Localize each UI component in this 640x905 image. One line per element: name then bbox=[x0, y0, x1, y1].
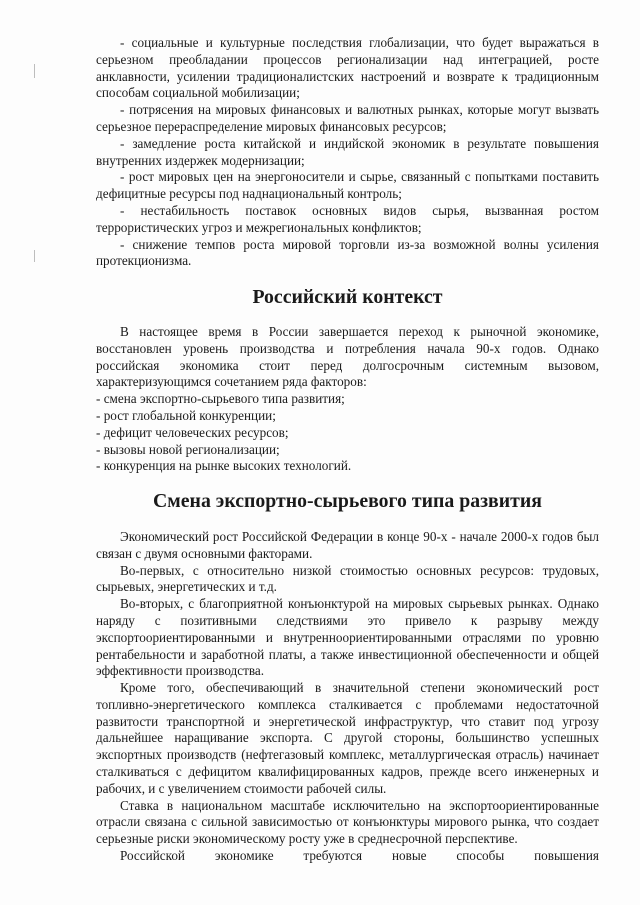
factor-item-4: - вызовы новой регионализации; bbox=[96, 441, 280, 457]
scan-mark bbox=[34, 64, 35, 78]
factor-item-1: - смена экспортно-сырьевого типа развития; bbox=[96, 391, 345, 407]
intro-bullet-6: - снижение темпов роста мировой торговли из-за возможной волны усиления протекционизма. bbox=[96, 236, 599, 269]
intro-bullet-list bbox=[96, 35, 599, 270]
factors-list bbox=[96, 391, 599, 475]
section1-paragraph: В настоящее время в России завершается переход к рыночной экономике, восстановлен уровень производства и потребления начала 90-х годов. Однако российская экономика стоит перед долгосрочным системным вызовом, характеризующимся сочетанием ряда факторов: bbox=[96, 323, 599, 390]
section2-paragraph-6: Российской экономике требуются новые способы повышения bbox=[120, 848, 599, 864]
intro-bullet-3: - замедление роста китайской и индийской экономик в результате повышения внутренних издержек модернизации; bbox=[96, 135, 599, 168]
factor-item-3: - дефицит человеческих ресурсов; bbox=[96, 424, 289, 440]
section2-paragraph-4: Кроме того, обеспечивающий в значительной степени экономический рост топливно-энергетического комплекса сталкивается с проблемами недостаточной развитости транспортной и энергетической инфраструктур, что ставит под угрозу дальнейшее наращивание экспорта. С другой стороны, большинство успешных экспортных производств (нефтегазовый комплекс, металлургическая отрасль) начинает сталкиваться с дефицитом квалифицированных кадров, прежде всего инженерных и рабочих, и с увеличением стоимости рабочей силы. bbox=[96, 680, 599, 796]
intro-bullet-5: - нестабильность поставок основных видов сырья, вызванная ростом террористических угроз и межрегиональных конфликтов; bbox=[96, 202, 599, 235]
intro-bullet-4: - рост мировых цен на энергоносители и сырье, связанный с попытками поставить дефицитные ресурсы под наднациональный контроль; bbox=[96, 169, 599, 202]
intro-bullet-1: - социальные и культурные последствия глобализации, что будет выражаться в серьезном преобладании процессов регионализации над интеграцией, росте анклавности, усилении традиционалистских настроений и возврате к традиционным способам социальной мобилизации; bbox=[96, 35, 599, 101]
section2-paragraph-2: Во-первых, с относительно низкой стоимостью основных ресурсов: трудовых, сырьевых, энергетических и т.д. bbox=[96, 562, 599, 595]
intro-bullet-2: - потрясения на мировых финансовых и валютных рынках, которые могут вызвать серьезное перераспределение мировых финансовых ресурсов; bbox=[96, 102, 599, 134]
section2-paragraph-5: Ставка в национальном масштабе исключительно на экспортоориентированные отрасли связана с сильной зависимостью от конъюнктуры мирового рынка, что создает серьезные риски экономическому росту уже в среднесрочной перспективе. bbox=[96, 797, 599, 847]
section-heading-export-model: Смена экспортно-сырьевого типа развития bbox=[153, 490, 542, 513]
factor-item-2: - рост глобальной конкуренции; bbox=[96, 407, 276, 423]
section2-paragraph-1: Экономический рост Российской Федерации в конце 90-х - начале 2000-х годов был связан с двумя основными факторами. bbox=[96, 528, 599, 561]
factor-item-5: - конкуренция на рынке высоких технологий. bbox=[96, 458, 352, 474]
document-body bbox=[96, 35, 599, 865]
scan-mark bbox=[34, 250, 35, 262]
section-heading-russian-context: Российский контекст bbox=[252, 286, 443, 309]
section2-paragraph-3: Во-вторых, с благоприятной конъюнктурой на мировых сырьевых рынках. Однако наряду с позитивными следствиями это привело к разрыву между экспортоориентированными и внутренноориентированными отраслями по уровню рентабельности и заработной платы, а также инвестиционной обеспеченности и общей эффективности производства. bbox=[96, 596, 599, 679]
